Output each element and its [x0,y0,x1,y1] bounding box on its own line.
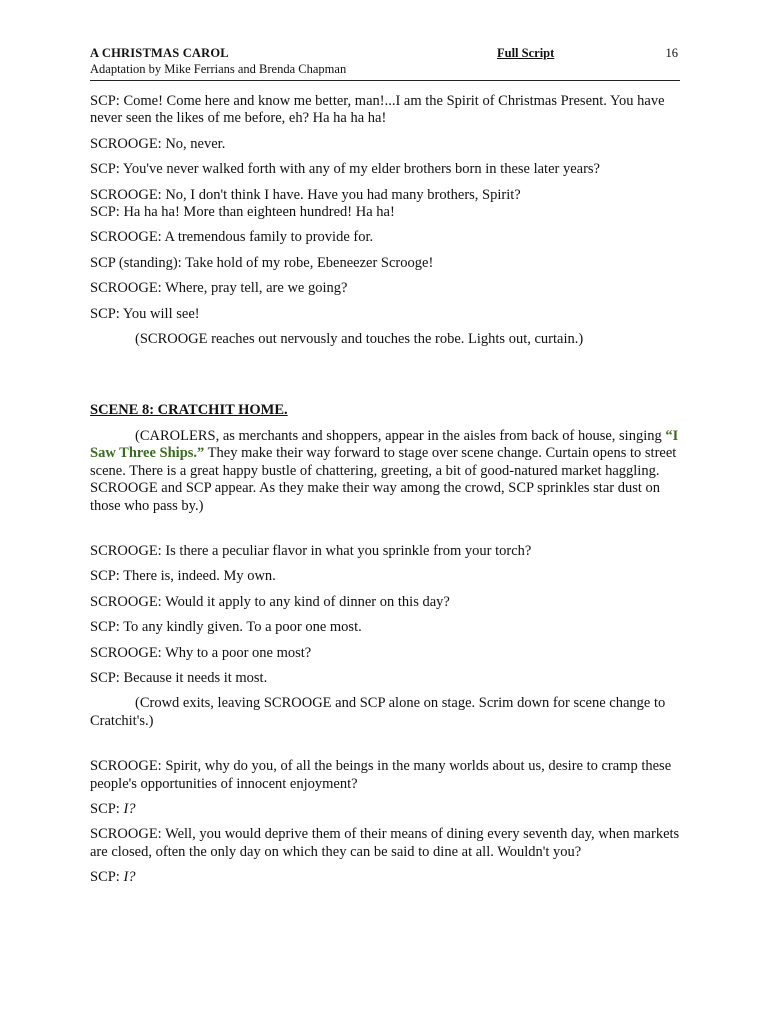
dialogue-line [90,801,680,818]
speaker-label: SCP: [90,800,124,817]
full-script-label: Full Script [497,46,555,60]
dialogue-line: SCROOGE: Is there a peculiar flavor in what you sprinkle from your torch? [90,542,532,559]
stage-direction-carolers [90,428,680,515]
scene-heading: SCENE 8: CRATCHIT HOME. [90,402,288,419]
dialogue-line: SCROOGE: Well, you would deprive them of their means of dining every seventh day, when markets are closed, often the only day on which they can be said to dine at all. Wouldn't you? [90,826,680,860]
page-header [90,46,680,81]
stage-direction-text: (CAROLERS, as merchants and shoppers, appear in the aisles from back of house, singing [135,427,666,444]
script-body [90,93,680,895]
stage-direction: (SCROOGE reaches out nervously and touches the robe. Lights out, curtain.) [135,331,584,348]
section-gap [90,356,680,402]
section-gap [90,523,680,543]
dialogue-line: SCP: Because it needs it most. [90,669,268,686]
dialogue-line: SCP: Come! Come here and know me better, man!...I am the Spirit of Christmas Present. You have never seen the likes of me before, eh? Ha ha ha ha! [90,93,665,127]
dialogue-text: I? [123,869,136,886]
dialogue-line: SCP: Ha ha ha! More than eighteen hundred! Ha ha! [90,204,395,221]
song-title: “I Saw Three Ships.” [90,427,679,462]
dialogue-line: SCP: You will see! [90,305,200,322]
dialogue-line: SCROOGE: Would it apply to any kind of dinner on this day? [90,593,450,610]
dialogue-text: I? [123,800,136,817]
dialogue-line: SCROOGE: A tremendous family to provide for. [90,229,374,246]
dialogue-line: SCROOGE: Spirit, why do you, of all the beings in the many worlds about us, desire to cramp these people's opportunities of innocent enjoyment? [90,758,672,792]
document-title: A CHRISTMAS CAROL [90,46,229,60]
section-gap [90,738,680,758]
dialogue-line: SCP: You've never walked forth with any of my elder brothers born in these later years? [90,161,600,178]
dialogue-line: SCROOGE: Why to a poor one most? [90,644,312,661]
page-number: 16 [665,46,678,60]
dialogue-line: SCP: There is, indeed. My own. [90,568,276,585]
dialogue-line [90,869,680,886]
adaptation-credit: Adaptation by Mike Ferrians and Brenda Chapman [90,62,347,76]
dialogue-line: SCROOGE: No, I don't think I have. Have you had many brothers, Spirit? [90,186,521,203]
dialogue-line: SCROOGE: Where, pray tell, are we going? [90,280,348,297]
speaker-label: SCP: [90,869,124,886]
dialogue-line: SCP: To any kindly given. To a poor one most. [90,619,362,636]
dialogue-line: SCROOGE: No, never. [90,135,226,152]
stage-direction: (Crowd exits, leaving SCROOGE and SCP alone on stage. Scrim down for scene change to Cratchit's.) [90,695,666,729]
stage-direction-text: They make their way forward to stage over scene change. Curtain opens to street scene. There is a great happy bustle of chattering, greeting, a bit of good-natured market haggling. SCROOGE and SCP appear. As they make their way among the crowd, SCP sprinkles star dust on those who pass by.) [90,445,677,514]
dialogue-line: SCP (standing): Take hold of my robe, Ebeneezer Scrooge! [90,254,434,271]
